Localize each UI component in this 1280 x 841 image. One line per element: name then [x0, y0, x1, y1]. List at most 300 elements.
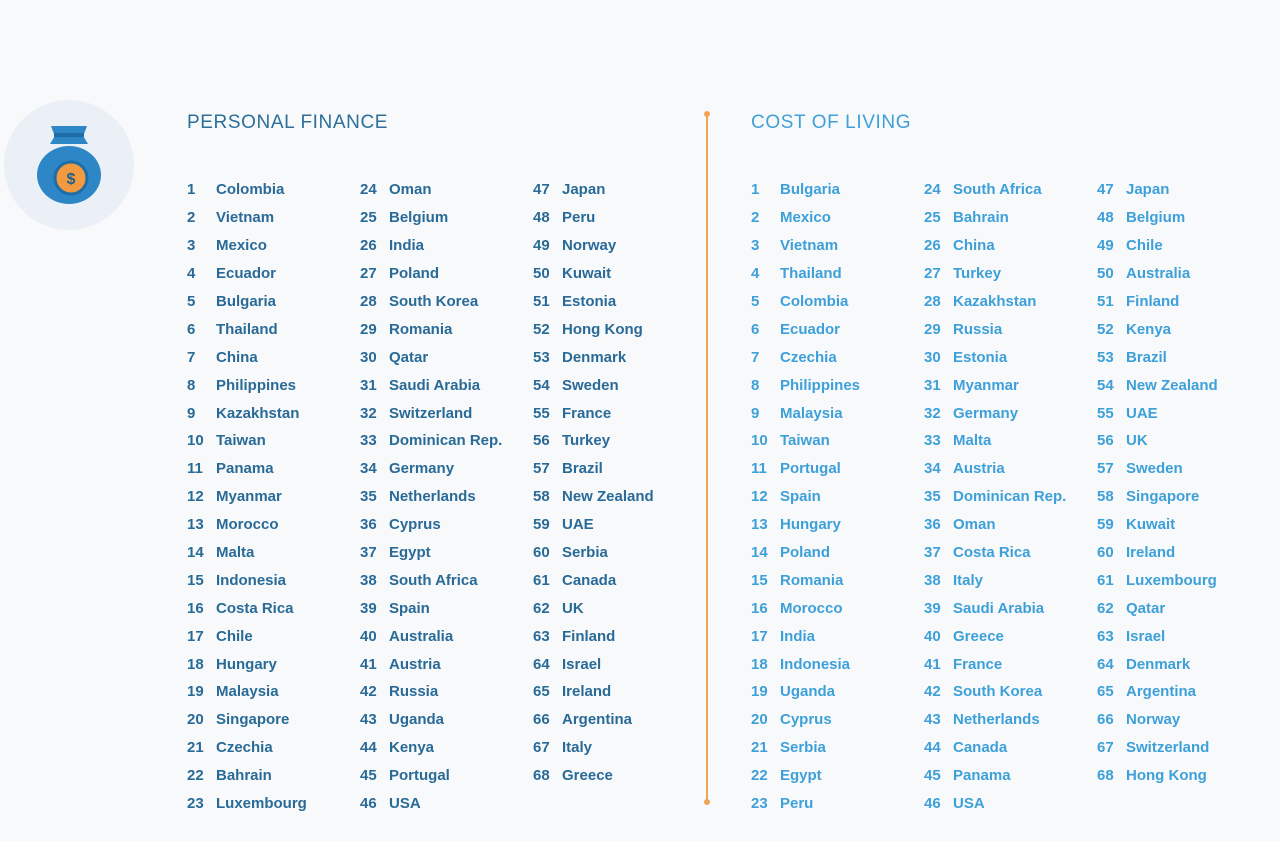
ranking-row [751, 260, 860, 288]
country-name: Myanmar [953, 376, 1019, 394]
ranking-row [360, 678, 502, 706]
ranking-row [533, 315, 654, 343]
rank-number: 16 [751, 599, 768, 617]
country-name: South Africa [389, 571, 478, 589]
country-name: Bulgaria [216, 293, 277, 310]
rank-number: 41 [360, 655, 377, 673]
ranking-row [924, 734, 1066, 762]
ranking-row [1097, 511, 1218, 539]
ranking-row [1097, 762, 1218, 790]
rank-number: 20 [187, 711, 204, 729]
rank-number: 7 [187, 348, 196, 366]
country-name: Panama [216, 460, 274, 478]
ranking-row [1097, 706, 1218, 734]
rank-number: 23 [751, 795, 768, 813]
ranking-row [924, 204, 1066, 232]
rank-number: 47 [533, 181, 550, 199]
ranking-row [187, 539, 307, 567]
country-name: Japan [1126, 181, 1170, 199]
rank-number: 28 [360, 293, 377, 310]
section-divider [706, 114, 708, 802]
rank-number: 4 [187, 265, 196, 283]
ranking-row [533, 204, 654, 232]
country-name: Australia [1126, 265, 1191, 283]
ranking-row [924, 706, 1066, 734]
country-name: Czechia [216, 739, 273, 757]
rank-number: 53 [1097, 348, 1114, 366]
ranking-row [533, 622, 654, 650]
rank-number: 31 [924, 376, 941, 394]
ranking-row [533, 399, 654, 427]
rank-number: 58 [533, 488, 550, 506]
rank-number: 14 [187, 544, 204, 562]
country-name: Colombia [780, 293, 849, 310]
rank-number: 56 [1097, 432, 1114, 450]
country-name: Turkey [562, 432, 611, 450]
country-name: Serbia [562, 544, 608, 562]
rank-number: 40 [924, 627, 941, 645]
rank-number: 55 [1097, 404, 1114, 422]
ranking-row [1097, 483, 1218, 511]
country-name: Switzerland [389, 404, 473, 422]
ranking-row [751, 176, 860, 204]
rank-number: 16 [187, 599, 204, 617]
ranking-row [751, 790, 860, 818]
ranking-row [1097, 288, 1218, 316]
country-name: Kazakhstan [953, 293, 1037, 310]
country-name: South Africa [953, 181, 1042, 199]
rank-number: 47 [1097, 181, 1114, 199]
rank-number: 66 [1097, 711, 1114, 729]
ranking-row [360, 511, 502, 539]
country-name: Canada [562, 571, 617, 589]
rank-number: 26 [924, 237, 941, 255]
rank-number: 68 [1097, 767, 1114, 785]
country-name: Finland [1126, 293, 1180, 310]
ranking-row [751, 399, 860, 427]
rank-number: 63 [1097, 627, 1114, 645]
ranking-row [1097, 566, 1218, 594]
country-name: India [780, 627, 816, 645]
ranking-row [360, 734, 502, 762]
rank-number: 24 [924, 181, 941, 199]
country-name: Hungary [216, 655, 277, 673]
ranking-row [751, 232, 860, 260]
country-name: UK [1126, 432, 1148, 450]
ranking-row [533, 762, 654, 790]
country-name: New Zealand [562, 488, 654, 506]
country-name: Italy [562, 739, 593, 757]
ranking-row [360, 204, 502, 232]
rank-number: 13 [751, 516, 768, 534]
ranking-row [924, 622, 1066, 650]
country-name: New Zealand [1126, 376, 1218, 394]
ranking-row [360, 232, 502, 260]
ranking-row [187, 566, 307, 594]
rank-number: 2 [187, 209, 196, 227]
country-name: Serbia [780, 739, 826, 757]
ranking-row [924, 790, 1066, 818]
rank-number: 57 [533, 460, 550, 478]
rank-number: 52 [533, 320, 550, 338]
country-name: South Korea [389, 293, 479, 310]
rank-number: 33 [924, 432, 941, 450]
ranking-row [751, 204, 860, 232]
ranking-row [924, 762, 1066, 790]
country-name: Russia [389, 683, 439, 701]
ranking-row [187, 594, 307, 622]
ranking-row [360, 706, 502, 734]
country-name: Philippines [780, 376, 861, 394]
country-name: Saudi Arabia [389, 376, 481, 394]
ranking-row [751, 288, 860, 316]
country-name: Norway [1126, 711, 1181, 729]
country-name: Ireland [562, 683, 612, 701]
ranking-row [187, 734, 307, 762]
country-name: Israel [1126, 627, 1166, 645]
rank-number: 42 [360, 683, 377, 701]
rank-number: 15 [751, 571, 768, 589]
rank-number: 36 [360, 516, 377, 534]
ranking-row [924, 427, 1066, 455]
country-name: Dominican Rep. [389, 432, 503, 450]
cost-of-living-column-2 [924, 176, 1066, 817]
ranking-row [187, 232, 307, 260]
rank-number: 54 [533, 376, 550, 394]
country-name: Argentina [1126, 683, 1197, 701]
country-name: France [953, 655, 1003, 673]
country-name: Australia [389, 627, 454, 645]
ranking-row [187, 762, 307, 790]
personal-finance-column-2 [360, 176, 502, 817]
ranking-row [1097, 734, 1218, 762]
country-name: Poland [389, 265, 440, 283]
country-name: Egypt [389, 544, 431, 562]
country-name: Austria [389, 655, 441, 673]
rank-number: 17 [751, 627, 768, 645]
ranking-row [1097, 455, 1218, 483]
ranking-row [751, 455, 860, 483]
ranking-row [187, 288, 307, 316]
rank-number: 67 [533, 739, 550, 757]
money-bag-badge [4, 100, 134, 230]
country-name: Russia [953, 320, 1003, 338]
country-name: Taiwan [216, 432, 266, 450]
rank-number: 68 [533, 767, 550, 785]
country-name: Poland [780, 544, 831, 562]
country-name: Kenya [1126, 320, 1172, 338]
rank-number: 51 [533, 293, 550, 310]
rank-number: 9 [751, 404, 760, 422]
rank-number: 49 [533, 237, 550, 255]
ranking-row [187, 399, 307, 427]
rank-number: 46 [924, 795, 941, 813]
ranking-row [360, 455, 502, 483]
country-name: Bulgaria [780, 181, 841, 199]
ranking-row [187, 315, 307, 343]
rank-number: 1 [187, 181, 196, 199]
ranking-row [924, 483, 1066, 511]
rank-number: 6 [751, 320, 760, 338]
dollar-glyph: $ [66, 171, 76, 188]
rank-number: 19 [751, 683, 768, 701]
ranking-row [360, 566, 502, 594]
rank-number: 55 [533, 404, 550, 422]
ranking-row [1097, 260, 1218, 288]
rank-number: 52 [1097, 320, 1114, 338]
personal-finance-column-1 [187, 176, 307, 817]
ranking-row [924, 455, 1066, 483]
rank-number: 40 [360, 627, 377, 645]
ranking-row [533, 232, 654, 260]
rank-number: 62 [533, 599, 550, 617]
ranking-row [533, 678, 654, 706]
rank-number: 29 [360, 320, 377, 338]
country-name: Denmark [1126, 655, 1191, 673]
rank-number: 36 [924, 516, 941, 534]
country-name: Bahrain [953, 209, 1009, 227]
country-name: Morocco [780, 599, 843, 617]
ranking-row [360, 315, 502, 343]
rank-number: 57 [1097, 460, 1114, 478]
ranking-row [533, 288, 654, 316]
country-name: Turkey [953, 265, 1002, 283]
rank-number: 34 [360, 460, 377, 478]
country-name: Qatar [1126, 599, 1166, 617]
country-name: Kuwait [562, 265, 612, 283]
ranking-row [1097, 232, 1218, 260]
rank-number: 53 [533, 348, 550, 366]
country-name: Myanmar [216, 488, 282, 506]
country-name: France [562, 404, 612, 422]
ranking-row [924, 343, 1066, 371]
country-name: Hong Kong [562, 320, 643, 338]
ranking-row [751, 650, 860, 678]
personal-finance-title: PERSONAL FINANCE [187, 112, 389, 133]
country-name: China [216, 348, 258, 366]
rank-number: 22 [751, 767, 768, 785]
rank-number: 39 [360, 599, 377, 617]
ranking-row [1097, 371, 1218, 399]
ranking-row [1097, 427, 1218, 455]
country-name: Egypt [780, 767, 822, 785]
ranking-row [924, 566, 1066, 594]
country-name: Saudi Arabia [953, 599, 1045, 617]
rank-number: 25 [360, 209, 377, 227]
rank-number: 35 [360, 488, 377, 506]
ranking-row [533, 260, 654, 288]
country-name: Portugal [389, 767, 450, 785]
rank-number: 64 [1097, 655, 1114, 673]
country-name: Israel [562, 655, 602, 673]
country-name: Peru [780, 795, 814, 813]
rank-number: 18 [751, 655, 768, 673]
ranking-row [360, 622, 502, 650]
country-name: Italy [953, 571, 984, 589]
country-name: Chile [216, 627, 253, 645]
ranking-row [187, 427, 307, 455]
country-name: Luxembourg [216, 795, 307, 813]
country-name: Hungary [780, 516, 841, 534]
ranking-row [187, 790, 307, 818]
ranking-row [1097, 539, 1218, 567]
rank-number: 43 [360, 711, 377, 729]
rank-number: 26 [360, 237, 377, 255]
ranking-row [751, 566, 860, 594]
ranking-row [360, 288, 502, 316]
rank-number: 65 [1097, 683, 1114, 701]
cost-of-living-column-1 [751, 176, 860, 817]
ranking-row [924, 650, 1066, 678]
ranking-row [187, 371, 307, 399]
rank-number: 61 [1097, 571, 1114, 589]
rank-number: 60 [533, 544, 550, 562]
rank-number: 12 [187, 488, 204, 506]
country-name: Netherlands [953, 711, 1040, 729]
rank-number: 5 [187, 293, 196, 310]
rank-number: 27 [924, 265, 941, 283]
rank-number: 46 [360, 795, 377, 813]
rank-number: 54 [1097, 376, 1114, 394]
rank-number: 51 [1097, 293, 1114, 310]
ranking-row [360, 650, 502, 678]
country-name: Philippines [216, 376, 297, 394]
ranking-row [924, 232, 1066, 260]
country-name: Uganda [389, 711, 445, 729]
country-name: Czechia [780, 348, 837, 366]
country-name: Taiwan [780, 432, 830, 450]
ranking-row [924, 594, 1066, 622]
ranking-row [1097, 176, 1218, 204]
ranking-row [360, 260, 502, 288]
rank-number: 43 [924, 711, 941, 729]
ranking-row [751, 511, 860, 539]
rank-number: 31 [360, 376, 377, 394]
country-name: Cyprus [389, 516, 441, 534]
country-name: Switzerland [1126, 739, 1210, 757]
rank-number: 18 [187, 655, 204, 673]
country-name: Malaysia [216, 683, 279, 701]
country-name: Romania [780, 571, 844, 589]
ranking-row [533, 511, 654, 539]
country-name: Colombia [216, 181, 285, 199]
country-name: Vietnam [216, 209, 275, 227]
country-name: Belgium [389, 209, 449, 227]
country-name: Canada [953, 739, 1008, 757]
country-name: Mexico [780, 209, 831, 227]
rank-number: 6 [187, 320, 196, 338]
ranking-row [533, 650, 654, 678]
country-name: Luxembourg [1126, 571, 1217, 589]
rank-number: 30 [924, 348, 941, 366]
country-name: Greece [562, 767, 613, 785]
rank-number: 44 [360, 739, 377, 757]
personal-finance-column-3 [533, 176, 654, 790]
rank-number: 34 [924, 460, 941, 478]
country-name: Kazakhstan [216, 404, 300, 422]
ranking-row [360, 371, 502, 399]
ranking-row [360, 790, 502, 818]
rank-number: 41 [924, 655, 941, 673]
rank-number: 37 [924, 544, 941, 562]
rank-number: 65 [533, 683, 550, 701]
rank-number: 38 [924, 571, 941, 589]
ranking-row [533, 176, 654, 204]
money-bag-icon [4, 100, 134, 230]
ranking-row [187, 706, 307, 734]
ranking-row [1097, 678, 1218, 706]
rank-number: 11 [187, 460, 203, 478]
ranking-row [924, 176, 1066, 204]
ranking-row [533, 539, 654, 567]
ranking-row [360, 399, 502, 427]
rank-number: 3 [187, 237, 196, 255]
country-name: Sweden [1126, 460, 1183, 478]
rank-number: 13 [187, 516, 204, 534]
ranking-row [533, 566, 654, 594]
ranking-row [533, 343, 654, 371]
rank-number: 33 [360, 432, 377, 450]
rank-number: 62 [1097, 599, 1114, 617]
country-name: Morocco [216, 516, 279, 534]
rank-number: 19 [187, 683, 204, 701]
country-name: Panama [953, 767, 1011, 785]
country-name: Brazil [1126, 348, 1167, 366]
country-name: Estonia [953, 348, 1008, 366]
ranking-row [751, 343, 860, 371]
ranking-row [360, 427, 502, 455]
country-name: Qatar [389, 348, 429, 366]
country-name: Bahrain [216, 767, 272, 785]
ranking-row [924, 315, 1066, 343]
rank-number: 38 [360, 571, 377, 589]
country-name: Indonesia [216, 571, 287, 589]
country-name: Denmark [562, 348, 627, 366]
ranking-row [533, 427, 654, 455]
ranking-row [924, 371, 1066, 399]
country-name: Spain [780, 488, 821, 506]
ranking-row [751, 622, 860, 650]
country-name: Ecuador [780, 320, 841, 338]
country-name: India [389, 237, 425, 255]
rank-number: 14 [751, 544, 768, 562]
ranking-row [751, 594, 860, 622]
rank-number: 50 [533, 265, 550, 283]
rank-number: 17 [187, 627, 204, 645]
ranking-row [1097, 315, 1218, 343]
rank-number: 42 [924, 683, 941, 701]
ranking-row [533, 706, 654, 734]
rank-number: 32 [360, 404, 377, 422]
ranking-row [1097, 399, 1218, 427]
country-name: Sweden [562, 376, 619, 394]
rank-number: 23 [187, 795, 204, 813]
ranking-row [360, 539, 502, 567]
ranking-row [751, 427, 860, 455]
country-name: Hong Kong [1126, 767, 1207, 785]
country-name: Indonesia [780, 655, 851, 673]
rank-number: 5 [751, 293, 760, 310]
rank-number: 28 [924, 293, 941, 310]
country-name: Austria [953, 460, 1005, 478]
rank-number: 45 [924, 767, 941, 785]
rank-number: 7 [751, 348, 760, 366]
country-name: Chile [1126, 237, 1163, 255]
country-name: Germany [389, 460, 455, 478]
country-name: Brazil [562, 460, 603, 478]
country-name: Romania [389, 320, 453, 338]
rank-number: 30 [360, 348, 377, 366]
